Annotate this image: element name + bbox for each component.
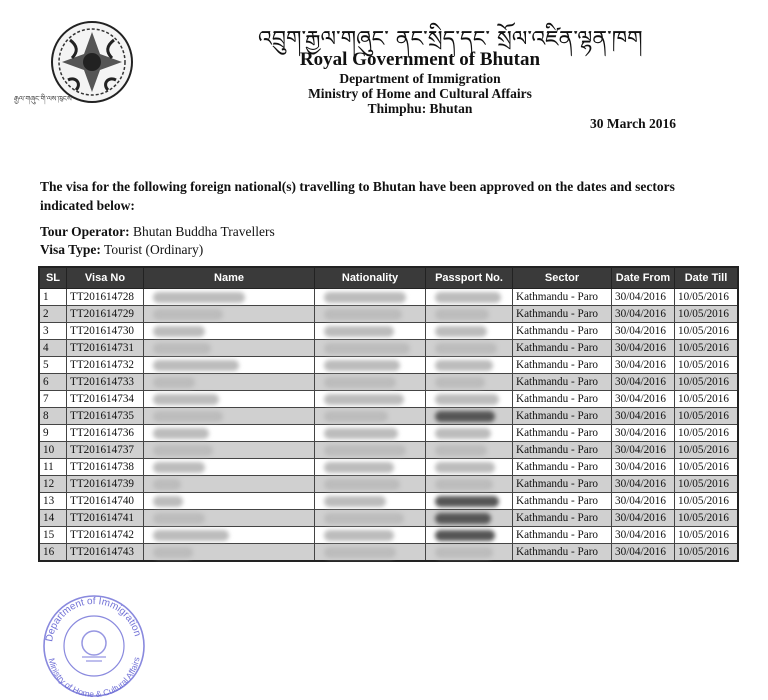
- cell-name-redacted: [144, 374, 315, 391]
- cell-date-from: 30/04/2016: [612, 289, 675, 306]
- cell-date-till: 10/05/2016: [675, 527, 739, 544]
- cell-sector: Kathmandu - Paro: [513, 442, 612, 459]
- cell-date-till: 10/05/2016: [675, 391, 739, 408]
- redacted-mark: [153, 394, 219, 405]
- redacted-mark: [153, 292, 245, 303]
- redacted-mark: [435, 394, 499, 405]
- redacted-mark: [324, 496, 386, 507]
- cell-date-from: 30/04/2016: [612, 408, 675, 425]
- redacted-mark: [153, 445, 213, 456]
- col-header: Date From: [612, 267, 675, 289]
- redacted-mark: [324, 547, 396, 558]
- cell-date-till: 10/05/2016: [675, 374, 739, 391]
- cell-passport-redacted: [426, 374, 513, 391]
- redacted-mark: [153, 496, 183, 507]
- redacted-mark: [324, 513, 404, 524]
- table-row: [39, 425, 738, 442]
- cell-sl: 14: [39, 510, 67, 527]
- redacted-mark: [153, 547, 193, 558]
- cell-sl: 9: [39, 425, 67, 442]
- cell-sector: Kathmandu - Paro: [513, 425, 612, 442]
- cell-date-till: 10/05/2016: [675, 442, 739, 459]
- cell-sl: 4: [39, 340, 67, 357]
- redacted-mark: [324, 309, 402, 320]
- redacted-mark: [324, 462, 394, 473]
- cell-sector: Kathmandu - Paro: [513, 374, 612, 391]
- cell-date-till: 10/05/2016: [675, 493, 739, 510]
- redacted-mark: [324, 343, 410, 354]
- cell-visa-no: TT201614736: [67, 425, 144, 442]
- redacted-mark: [153, 309, 223, 320]
- cell-passport-redacted: [426, 306, 513, 323]
- cell-date-from: 30/04/2016: [612, 425, 675, 442]
- cell-nationality-redacted: [315, 510, 426, 527]
- cell-sl: 8: [39, 408, 67, 425]
- cell-date-till: 10/05/2016: [675, 306, 739, 323]
- stamp-top-text: Department of Immigration: [44, 595, 143, 643]
- table-row: [39, 289, 738, 306]
- cell-visa-no: TT201614729: [67, 306, 144, 323]
- cell-name-redacted: [144, 391, 315, 408]
- redacted-mark: [153, 479, 181, 490]
- cell-sector: Kathmandu - Paro: [513, 306, 612, 323]
- table-header-row: [39, 267, 738, 289]
- cell-date-from: 30/04/2016: [612, 459, 675, 476]
- redacted-mark: [153, 462, 205, 473]
- cell-name-redacted: [144, 476, 315, 493]
- cell-date-from: 30/04/2016: [612, 527, 675, 544]
- cell-sector: Kathmandu - Paro: [513, 527, 612, 544]
- cell-name-redacted: [144, 510, 315, 527]
- cell-visa-no: TT201614739: [67, 476, 144, 493]
- city-line: Thimphu: Bhutan: [367, 101, 473, 116]
- cell-sector: Kathmandu - Paro: [513, 476, 612, 493]
- cell-date-till: 10/05/2016: [675, 408, 739, 425]
- cell-date-from: 30/04/2016: [612, 510, 675, 527]
- cell-sector: Kathmandu - Paro: [513, 510, 612, 527]
- cell-passport-redacted: [426, 510, 513, 527]
- cell-visa-no: TT201614742: [67, 527, 144, 544]
- cell-visa-no: TT201614728: [67, 289, 144, 306]
- cell-nationality-redacted: [315, 527, 426, 544]
- redacted-mark: [435, 530, 495, 541]
- table-row: [39, 323, 738, 340]
- visa-table-body: [39, 289, 738, 562]
- cell-visa-no: TT201614743: [67, 544, 144, 562]
- col-header: Passport No.: [426, 267, 513, 289]
- redacted-mark: [324, 326, 394, 337]
- tour-operator-value: Bhutan Buddha Travellers: [133, 224, 275, 239]
- col-header: Visa No: [67, 267, 144, 289]
- redacted-mark: [435, 479, 493, 490]
- col-header: Date Till: [675, 267, 739, 289]
- cell-name-redacted: [144, 408, 315, 425]
- redacted-mark: [435, 547, 493, 558]
- cell-date-till: 10/05/2016: [675, 357, 739, 374]
- cell-passport-redacted: [426, 340, 513, 357]
- redacted-mark: [153, 360, 239, 371]
- cell-sector: Kathmandu - Paro: [513, 544, 612, 562]
- cell-date-from: 30/04/2016: [612, 476, 675, 493]
- redacted-mark: [324, 530, 394, 541]
- cell-date-from: 30/04/2016: [612, 391, 675, 408]
- table-row: [39, 459, 738, 476]
- table-row: [39, 442, 738, 459]
- cell-sl: 10: [39, 442, 67, 459]
- cell-nationality-redacted: [315, 442, 426, 459]
- cell-date-till: 10/05/2016: [675, 476, 739, 493]
- cell-visa-no: TT201614737: [67, 442, 144, 459]
- table-row: [39, 493, 738, 510]
- table-row: [39, 544, 738, 562]
- cell-sl: 5: [39, 357, 67, 374]
- visa-type-value: Tourist (Ordinary): [104, 242, 204, 257]
- table-row: [39, 408, 738, 425]
- redacted-mark: [435, 360, 493, 371]
- department-name: Department of Immigration: [339, 71, 501, 86]
- cell-passport-redacted: [426, 544, 513, 562]
- cell-sector: Kathmandu - Paro: [513, 340, 612, 357]
- cell-sector: Kathmandu - Paro: [513, 493, 612, 510]
- cell-sl: 7: [39, 391, 67, 408]
- cell-visa-no: TT201614734: [67, 391, 144, 408]
- cell-name-redacted: [144, 459, 315, 476]
- cell-sl: 15: [39, 527, 67, 544]
- emblem-caption: རྒྱལ་གཞུང་གི་ལས་ཁུངས་: [14, 95, 74, 103]
- cell-name-redacted: [144, 323, 315, 340]
- cell-name-redacted: [144, 340, 315, 357]
- cell-nationality-redacted: [315, 289, 426, 306]
- cell-nationality-redacted: [315, 544, 426, 562]
- letter-date: 30 March 2016: [590, 116, 676, 131]
- cell-name-redacted: [144, 425, 315, 442]
- redacted-mark: [153, 513, 205, 524]
- redacted-mark: [324, 445, 406, 456]
- stamp-bottom-text: Ministry of Home & Cultural Affairs: [46, 656, 142, 699]
- intro-paragraph: The visa for the following foreign national(s) travelling to Bhutan have been approved on the dates and sectors indicated below:: [40, 179, 675, 213]
- svg-text:Department of Immigration: [44, 596, 143, 643]
- cell-name-redacted: [144, 289, 315, 306]
- cell-visa-no: TT201614731: [67, 340, 144, 357]
- cell-date-till: 10/05/2016: [675, 340, 739, 357]
- redacted-mark: [153, 411, 223, 422]
- redacted-mark: [324, 292, 406, 303]
- table-row: [39, 527, 738, 544]
- cell-sector: Kathmandu - Paro: [513, 459, 612, 476]
- redacted-mark: [153, 343, 211, 354]
- cell-passport-redacted: [426, 476, 513, 493]
- cell-sl: 11: [39, 459, 67, 476]
- cell-sl: 1: [39, 289, 67, 306]
- cell-passport-redacted: [426, 391, 513, 408]
- cell-name-redacted: [144, 306, 315, 323]
- cell-nationality-redacted: [315, 323, 426, 340]
- col-header: SL: [39, 267, 67, 289]
- cell-sector: Kathmandu - Paro: [513, 323, 612, 340]
- cell-name-redacted: [144, 442, 315, 459]
- svg-text:Ministry of Home & Cultural Af: [47, 656, 142, 699]
- cell-date-from: 30/04/2016: [612, 493, 675, 510]
- tour-operator-label: Tour Operator:: [40, 224, 130, 239]
- redacted-mark: [324, 411, 388, 422]
- col-header: Sector: [513, 267, 612, 289]
- redacted-mark: [435, 411, 495, 422]
- redacted-mark: [153, 326, 205, 337]
- cell-nationality-redacted: [315, 493, 426, 510]
- cell-date-from: 30/04/2016: [612, 442, 675, 459]
- visa-type-label: Visa Type:: [40, 242, 101, 257]
- cell-nationality-redacted: [315, 476, 426, 493]
- cell-date-till: 10/05/2016: [675, 459, 739, 476]
- cell-sl: 6: [39, 374, 67, 391]
- cell-nationality-redacted: [315, 459, 426, 476]
- cell-date-till: 10/05/2016: [675, 425, 739, 442]
- redacted-mark: [324, 360, 400, 371]
- visa-table: [38, 266, 739, 562]
- table-row: [39, 510, 738, 527]
- redacted-mark: [435, 326, 487, 337]
- redacted-mark: [435, 462, 495, 473]
- col-header: Name: [144, 267, 315, 289]
- cell-name-redacted: [144, 544, 315, 562]
- table-row: [39, 306, 738, 323]
- tour-operator-line: [40, 224, 275, 240]
- government-title: Royal Government of Bhutan: [299, 49, 541, 70]
- ministry-name: Ministry of Home and Cultural Affairs: [308, 86, 532, 101]
- cell-visa-no: TT201614740: [67, 493, 144, 510]
- table-row: [39, 340, 738, 357]
- col-header: Nationality: [315, 267, 426, 289]
- cell-visa-no: TT201614732: [67, 357, 144, 374]
- cell-visa-no: TT201614738: [67, 459, 144, 476]
- visa-type-line: [40, 242, 203, 258]
- cell-date-till: 10/05/2016: [675, 323, 739, 340]
- cell-passport-redacted: [426, 442, 513, 459]
- cell-name-redacted: [144, 527, 315, 544]
- cell-sector: Kathmandu - Paro: [513, 391, 612, 408]
- cell-date-from: 30/04/2016: [612, 357, 675, 374]
- cell-date-from: 30/04/2016: [612, 340, 675, 357]
- redacted-mark: [435, 513, 491, 524]
- cell-sl: 3: [39, 323, 67, 340]
- cell-passport-redacted: [426, 408, 513, 425]
- redacted-mark: [324, 377, 396, 388]
- cell-date-from: 30/04/2016: [612, 544, 675, 562]
- cell-date-till: 10/05/2016: [675, 544, 739, 562]
- cell-passport-redacted: [426, 357, 513, 374]
- cell-passport-redacted: [426, 323, 513, 340]
- cell-visa-no: TT201614741: [67, 510, 144, 527]
- cell-date-from: 30/04/2016: [612, 306, 675, 323]
- cell-nationality-redacted: [315, 391, 426, 408]
- cell-nationality-redacted: [315, 425, 426, 442]
- redacted-mark: [324, 428, 398, 439]
- cell-sl: 16: [39, 544, 67, 562]
- cell-nationality-redacted: [315, 408, 426, 425]
- cell-name-redacted: [144, 493, 315, 510]
- cell-visa-no: TT201614730: [67, 323, 144, 340]
- cell-passport-redacted: [426, 425, 513, 442]
- cell-sl: 2: [39, 306, 67, 323]
- cell-sector: Kathmandu - Paro: [513, 408, 612, 425]
- cell-passport-redacted: [426, 493, 513, 510]
- cell-date-till: 10/05/2016: [675, 510, 739, 527]
- redacted-mark: [435, 292, 501, 303]
- cell-date-from: 30/04/2016: [612, 323, 675, 340]
- immigration-stamp-icon: [38, 593, 150, 699]
- cell-nationality-redacted: [315, 374, 426, 391]
- dzongkha-title: འབྲུག་རྒྱལ་གཞུང་ ནང་སྲིད་དང་ སྲོལ་འཛིན་ལྷན་ཁག: [258, 27, 643, 52]
- cell-passport-redacted: [426, 459, 513, 476]
- table-row: [39, 374, 738, 391]
- cell-sl: 13: [39, 493, 67, 510]
- cell-nationality-redacted: [315, 357, 426, 374]
- cell-sector: Kathmandu - Paro: [513, 357, 612, 374]
- redacted-mark: [153, 428, 209, 439]
- cell-date-from: 30/04/2016: [612, 374, 675, 391]
- cell-sl: 12: [39, 476, 67, 493]
- redacted-mark: [324, 479, 400, 490]
- cell-passport-redacted: [426, 527, 513, 544]
- redacted-mark: [435, 309, 489, 320]
- cell-date-till: 10/05/2016: [675, 289, 739, 306]
- redacted-mark: [153, 377, 195, 388]
- cell-name-redacted: [144, 357, 315, 374]
- table-row: [39, 476, 738, 493]
- table-row: [39, 357, 738, 374]
- redacted-mark: [324, 394, 404, 405]
- redacted-mark: [435, 343, 497, 354]
- redacted-mark: [153, 530, 229, 541]
- redacted-mark: [435, 377, 485, 388]
- cell-visa-no: TT201614735: [67, 408, 144, 425]
- cell-passport-redacted: [426, 289, 513, 306]
- redacted-mark: [435, 428, 491, 439]
- table-row: [39, 391, 738, 408]
- redacted-mark: [435, 445, 487, 456]
- cell-visa-no: TT201614733: [67, 374, 144, 391]
- cell-sector: Kathmandu - Paro: [513, 289, 612, 306]
- redacted-mark: [435, 496, 499, 507]
- cell-nationality-redacted: [315, 306, 426, 323]
- cell-nationality-redacted: [315, 340, 426, 357]
